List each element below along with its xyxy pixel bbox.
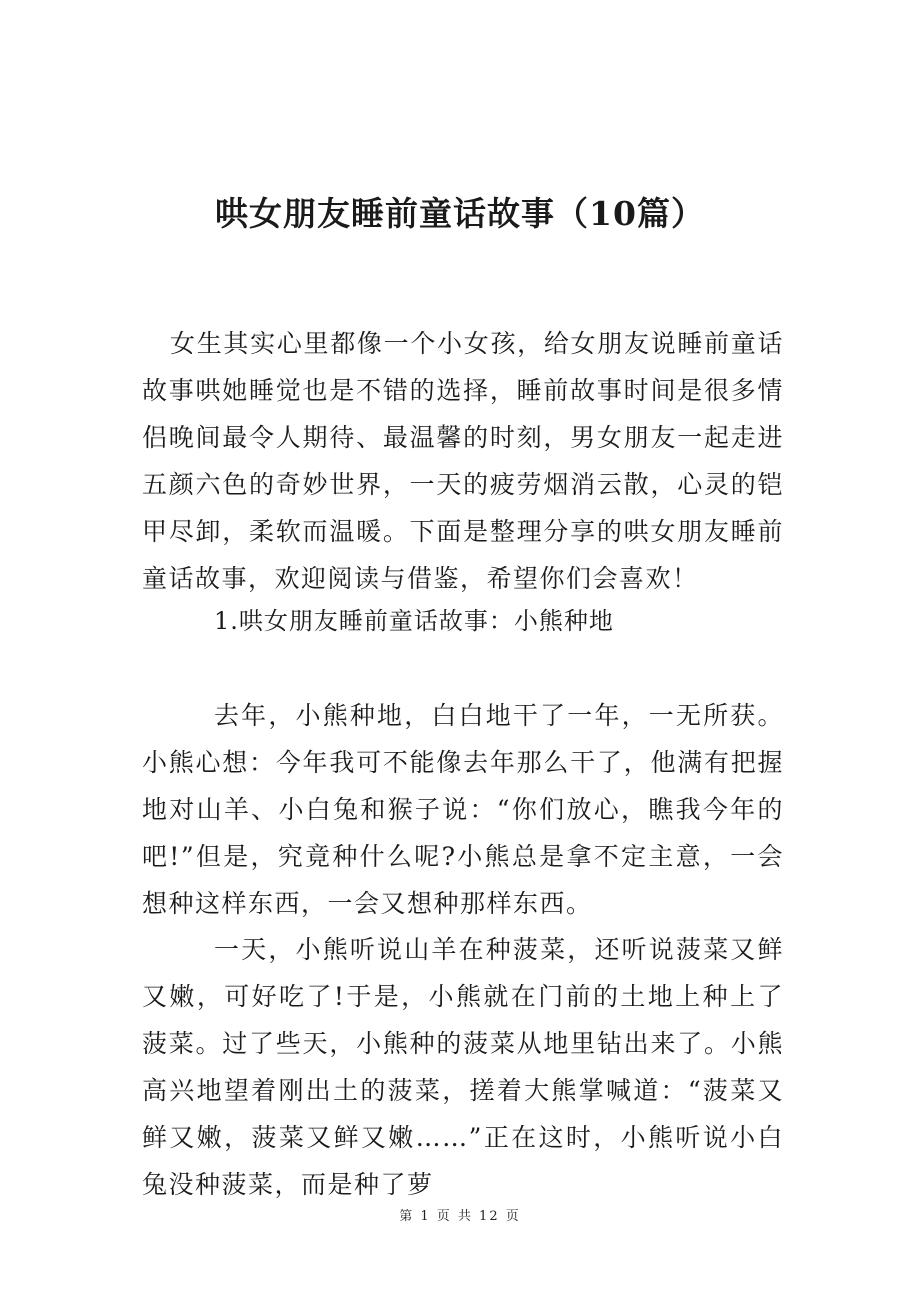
story-paragraph-1: 去年，小熊种地，白白地干了一年，一无所获。小熊心想：今年我可不能像去年那么干了，他满有把握地对山羊、小白兔和猴子说：“你们放心，瞧我今年的吧!”但是，究竟种什么呢?小熊总是拿不定主意，一会想种这样东西，一会又想种那样东西。 <box>142 701 784 918</box>
intro-paragraph: 女生其实心里都像一个小女孩，给女朋友说睡前童话故事哄她睡觉也是不错的选择，睡前故事时间是很多情侣晚间最令人期待、最温馨的时刻，男女朋友一起走进五颜六色的奇妙世界，一天的疲劳烟消云散，心灵的铠甲尽卸，柔软而温暖。下面是整理分享的哄女朋友睡前童话故事，欢迎阅读与借鉴，希望你们会喜欢！ <box>142 329 784 593</box>
document-title: 哄女朋友睡前童话故事（10篇） <box>215 194 705 233</box>
story-paragraph-2: 一天，小熊听说山羊在种菠菜，还听说菠菜又鲜又嫩，可好吃了!于是，小熊就在门前的土地上种上了菠菜。过了些天，小熊种的菠菜从地里钻出来了。小熊高兴地望着刚出土的菠菜，搓着大熊掌喊道：“菠菜又鲜又嫩，菠菜又鲜又嫩……”正在这时，小熊听说小白兔没种菠菜，而是种了萝 <box>142 935 784 1199</box>
section-heading: 1.哄女朋友睡前童话故事：小熊种地 <box>214 607 614 635</box>
page-number-footer: 第 1 页 共 12 页 <box>399 1209 521 1224</box>
